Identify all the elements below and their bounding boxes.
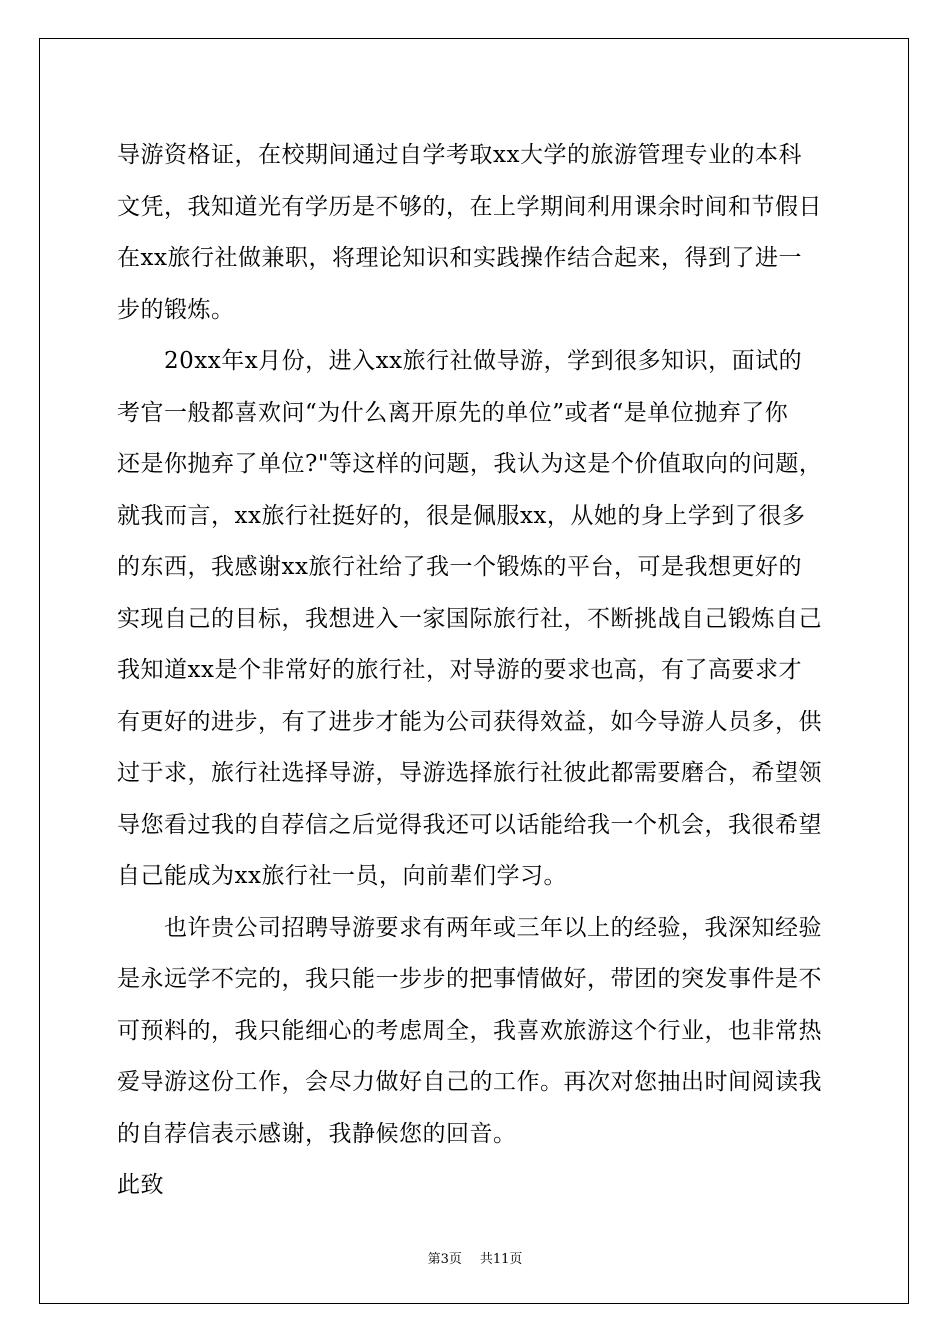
text-line: 导您看过我的自荐信之后觉得我还可以话能给我一个机会，我很希望 [117, 811, 822, 838]
page-footer [0, 1248, 950, 1267]
text-line: 就我而言，xx旅行社挺好的，很是佩服xx，从她的身上学到了很多 [117, 502, 806, 529]
text-line: 此致 [117, 1172, 164, 1198]
text-line: 我知道xx是个非常好的旅行社，对导游的要求也高，有了高要求才 [117, 657, 802, 683]
text-line: 爱导游这份工作，会尽力做好自己的工作。再次对您抽出时间阅读我 [117, 1069, 822, 1095]
text-line: 考官一般都喜欢问“为什么离开原先的单位”或者“是单位抛弃了你 [117, 399, 789, 426]
text-line: 文凭，我知道光有学历是不够的，在上学期间利用课余时间和节假日 [117, 193, 822, 220]
text-line: 也许贵公司招聘导游要求有两年或三年以上的经验，我深知经验 [117, 914, 822, 941]
page-number-total: 共11页 [479, 1252, 523, 1267]
text-line: 还是你抛弃了单位?"等这样的问题，我认为这是个价值取向的问题， [117, 451, 823, 477]
page-number-current: 第3页 [427, 1252, 462, 1267]
text-line: 在xx旅行社做兼职，将理论知识和实践操作结合起来，得到了进一 [117, 245, 802, 271]
text-line: 导游资格证，在校期间通过自学考取xx大学的旅游管理专业的本科 [117, 142, 802, 168]
text-line: 的东西，我感谢xx旅行社给了我一个锻炼的平台，可是我想更好的 [117, 554, 802, 580]
text-line: 过于求，旅行社选择导游，导游选择旅行社彼此都需要磨合，希望领 [117, 760, 822, 786]
document-body [117, 130, 837, 1212]
text-line: 有更好的进步，有了进步才能为公司获得效益，如今导游人员多，供 [117, 708, 822, 735]
text-line: 实现自己的目标，我想进入一家国际旅行社，不断挑战自己锻炼自己 [117, 605, 822, 632]
text-line: 的自荐信表示感谢，我静候您的回音。 [117, 1120, 517, 1147]
text-line: 自己能成为xx旅行社一员，向前辈们学习。 [117, 863, 567, 889]
text-line: 是永远学不完的，我只能一步步的把事情做好，带团的突发事件是不 [117, 966, 822, 992]
text-line: 步的锻炼。 [117, 296, 235, 323]
text-line: 可预料的，我只能细心的考虑周全，我喜欢旅游这个行业，也非常热 [117, 1017, 822, 1044]
text-line: 20xx年x月份，进入xx旅行社做导游，学到很多知识，面试的 [117, 348, 803, 374]
